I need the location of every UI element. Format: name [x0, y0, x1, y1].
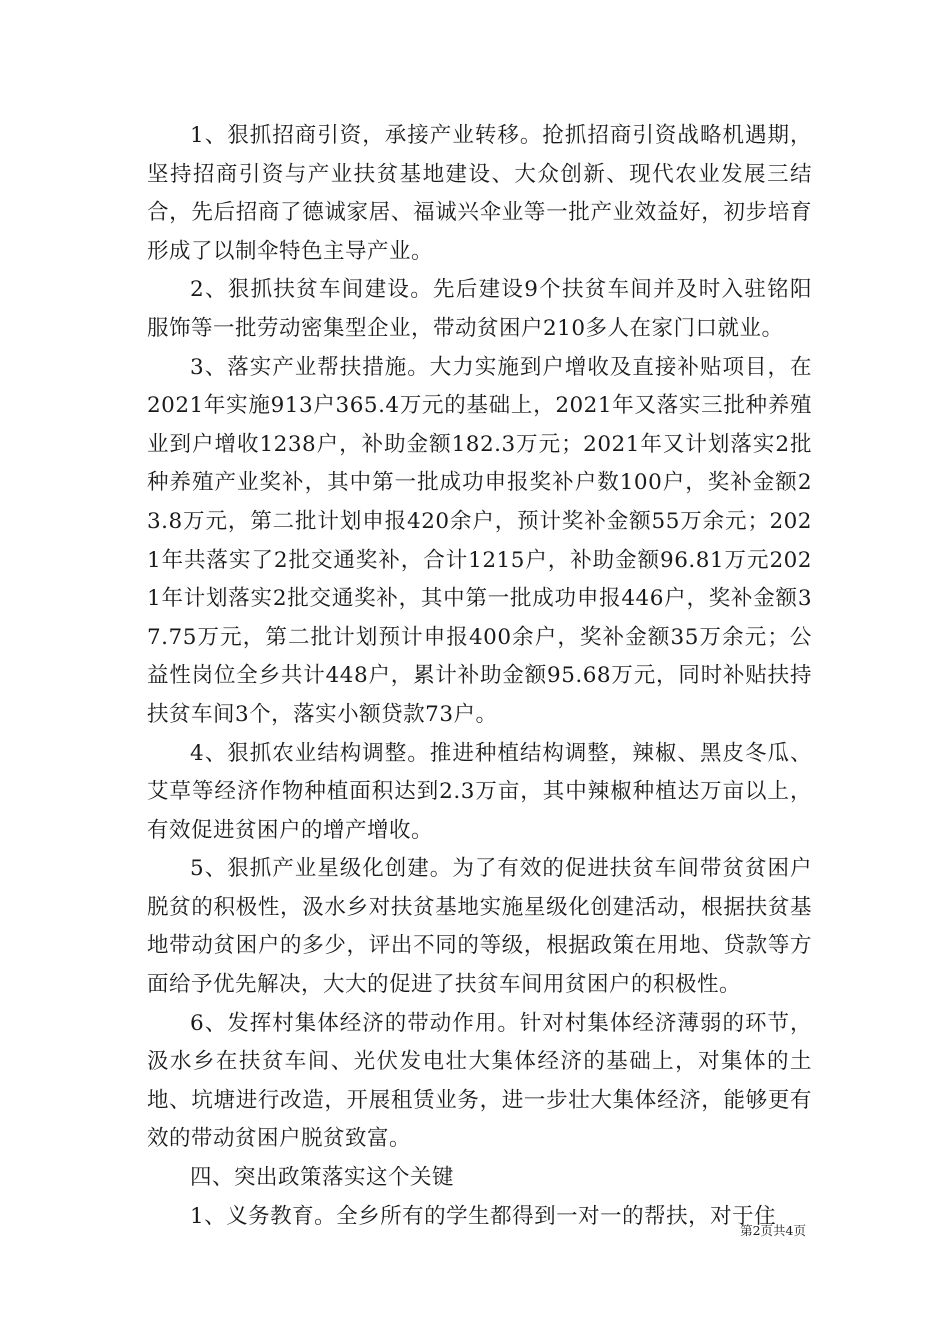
paragraph-workshop: 2、狠抓扶贫车间建设。先后建设9个扶贫车间并及时入驻铭阳服饰等一批劳动密集型企业，带动贫困户210多人在家门口就业。 — [147, 277, 812, 341]
document-body — [147, 117, 812, 1236]
paragraph-collective-economy: 6、发挥村集体经济的带动作用。针对村集体经济薄弱的环节，汲水乡在扶贫车间、光伏发电壮大集体经济的基础上，对集体的土地、坑塘进行改造，开展租赁业务，进一步壮大集体经济，能够更有效的带动贫困户脱贫致富。 — [147, 1010, 812, 1152]
page-number: 第2页共4页 — [740, 1223, 806, 1238]
section-heading-policy: 四、突出政策落实这个关键 — [190, 1165, 455, 1191]
paragraph-education: 1、义务教育。全乡所有的学生都得到一对一的帮扶，对于住 — [190, 1203, 777, 1229]
paragraph-industry-support: 3、落实产业帮扶措施。大力实施到户增收及直接补贴项目，在2021年实施913户365.4万元的基础上，2021年又落实三批种养殖业到户增收1238户，补助金额182.3万元；2021年又计划落实2批种养殖产业奖补，其中第一批成功申报奖补户数100户，奖补金额23.8万元，第二批计划申报420余户，预计奖补金额55万余元；2021年共落实了2批交通奖补，合计1215户，补助金额96.81万元2021年计划落实2批交通奖补，其中第一批成功申报446户，奖补金额37.75万元，第二批计划预计申报400余户，奖补金额35万余元；公益性岗位全乡共计448户，累计补助金额95.68万元，同时补贴扶持扶贫车间3个，落实小额贷款73户。 — [147, 354, 812, 727]
paragraph-star-rating: 5、狠抓产业星级化创建。为了有效的促进扶贫车间带贫贫困户脱贫的积极性，汲水乡对扶贫基地实施星级化创建活动，根据扶贫基地带动贫困户的多少，评出不同的等级，根据政策在用地、贷款等方面给予优先解决，大大的促进了扶贫车间用贫困户的积极性。 — [147, 856, 812, 998]
paragraph-investment: 1、狠抓招商引资，承接产业转移。抢抓招商引资战略机遇期，坚持招商引资与产业扶贫基地建设、大众创新、现代农业发展三结合，先后招商了德诚家居、福诚兴伞业等一批产业效益好，初步培育形成了以制伞特色主导产业。 — [147, 123, 812, 264]
paragraph-agriculture: 4、狠抓农业结构调整。推进种植结构调整，辣椒、黑皮冬瓜、艾草等经济作物种植面积达到2.3万亩，其中辣椒种植达万亩以上，有效促进贫困户的增产增收。 — [147, 740, 812, 843]
